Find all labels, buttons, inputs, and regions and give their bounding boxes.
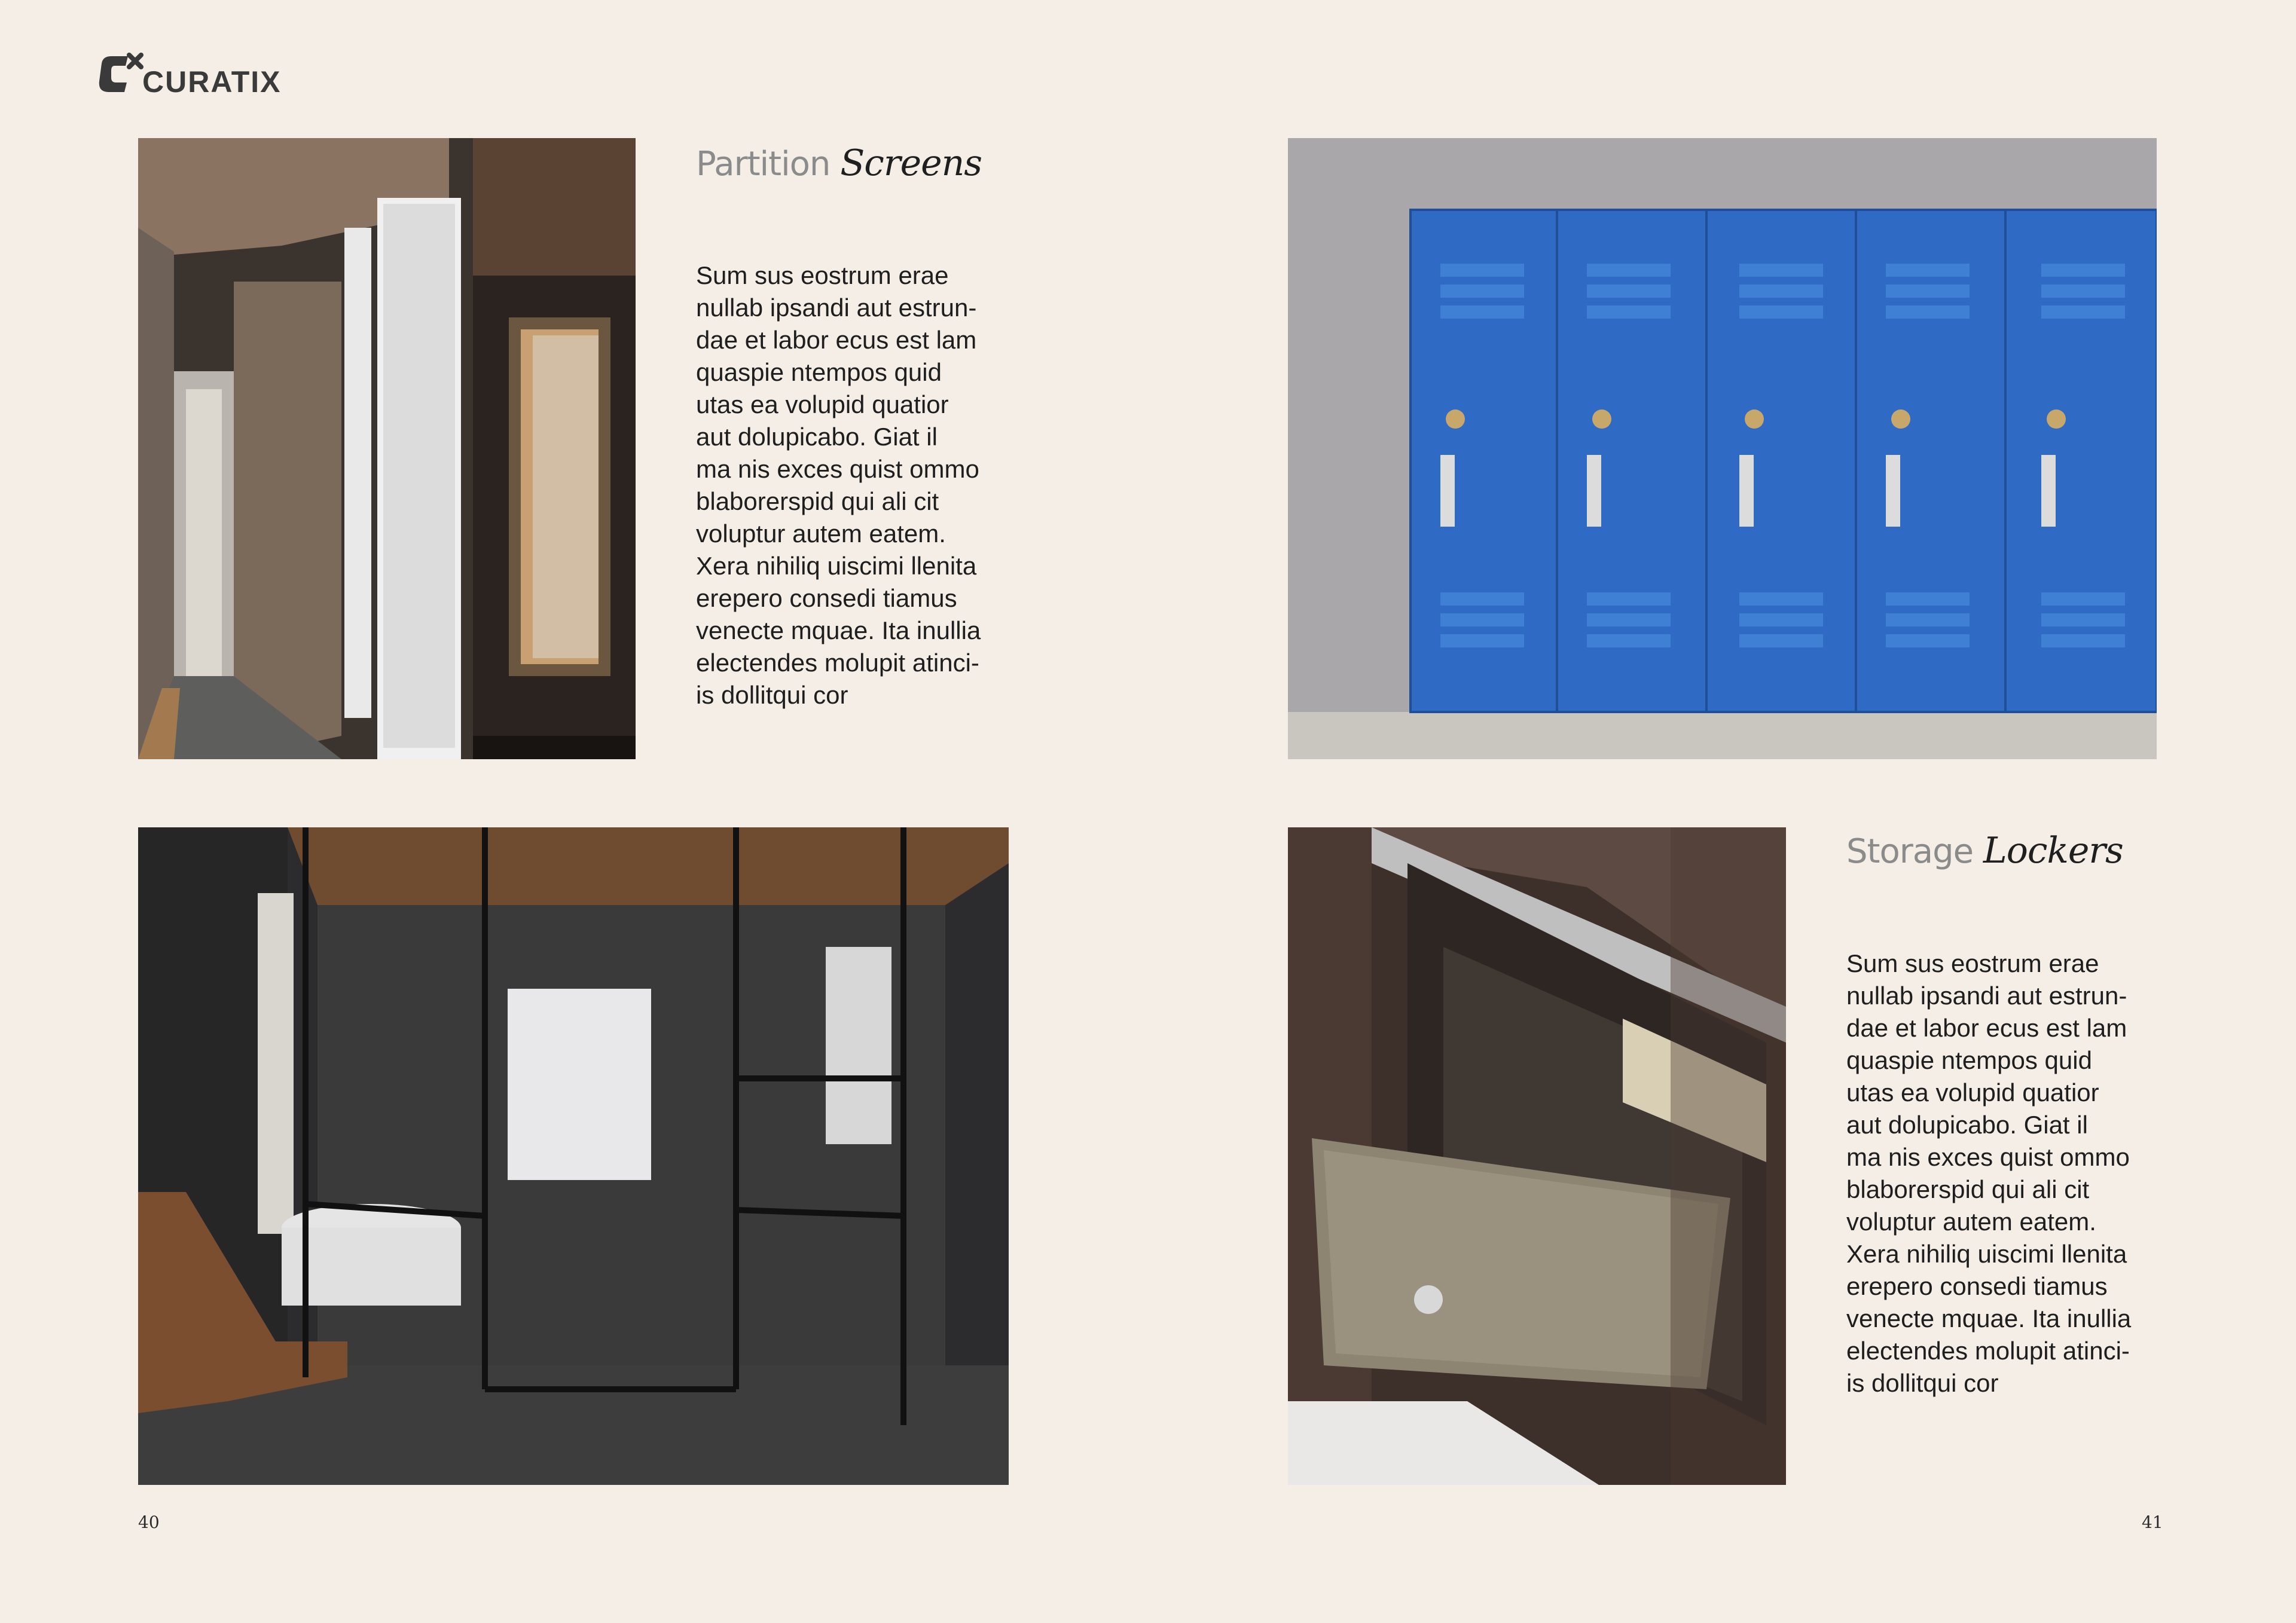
glass-partition-bathroom-photo — [138, 827, 1009, 1485]
section-title-partition — [696, 142, 982, 184]
curatix-logo — [97, 53, 300, 100]
brand-name: CURATIX — [142, 65, 282, 99]
title-italic: Screens — [840, 142, 982, 184]
blue-lockers-photo — [1288, 138, 2157, 759]
body-text-partition: Sum sus eostrum erae nullab ipsandi aut estrun- dae et labor ecus est lam quaspie ntempos quid utas ea volupid quatior aut dolupicabo. Giat il ma nis exces quist ommo blaborerspid qui ali cit voluptur autem eatem. Xera nihiliq uiscimi llenita erepero consedi tiamus venecte mquae. Ita inullia electendes molupit atinci- is dollitqui cor — [696, 261, 981, 709]
title-light: Storage — [1846, 832, 1974, 871]
storage-safe-photo — [1288, 827, 1786, 1485]
partition-screens-photo — [138, 138, 636, 759]
body-text-storage: Sum sus eostrum erae nullab ipsandi aut estrun- dae et labor ecus est lam quaspie ntempos quid utas ea volupid quatior aut dolupicabo. Giat il ma nis exces quist ommo blaborerspid qui ali cit voluptur autem eatem. Xera nihiliq uiscimi llenita erepero consedi tiamus venecte mquae. Ita inullia electendes molupit atinci- is dollitqui cor — [1846, 949, 2132, 1397]
curatix-logo-icon — [97, 53, 145, 98]
title-italic: Lockers — [1983, 830, 2123, 872]
page-number-left: 40 — [138, 1512, 160, 1532]
section-title-storage — [1846, 830, 2123, 872]
page-number-right: 41 — [2142, 1512, 2163, 1532]
title-light: Partition — [696, 145, 831, 184]
